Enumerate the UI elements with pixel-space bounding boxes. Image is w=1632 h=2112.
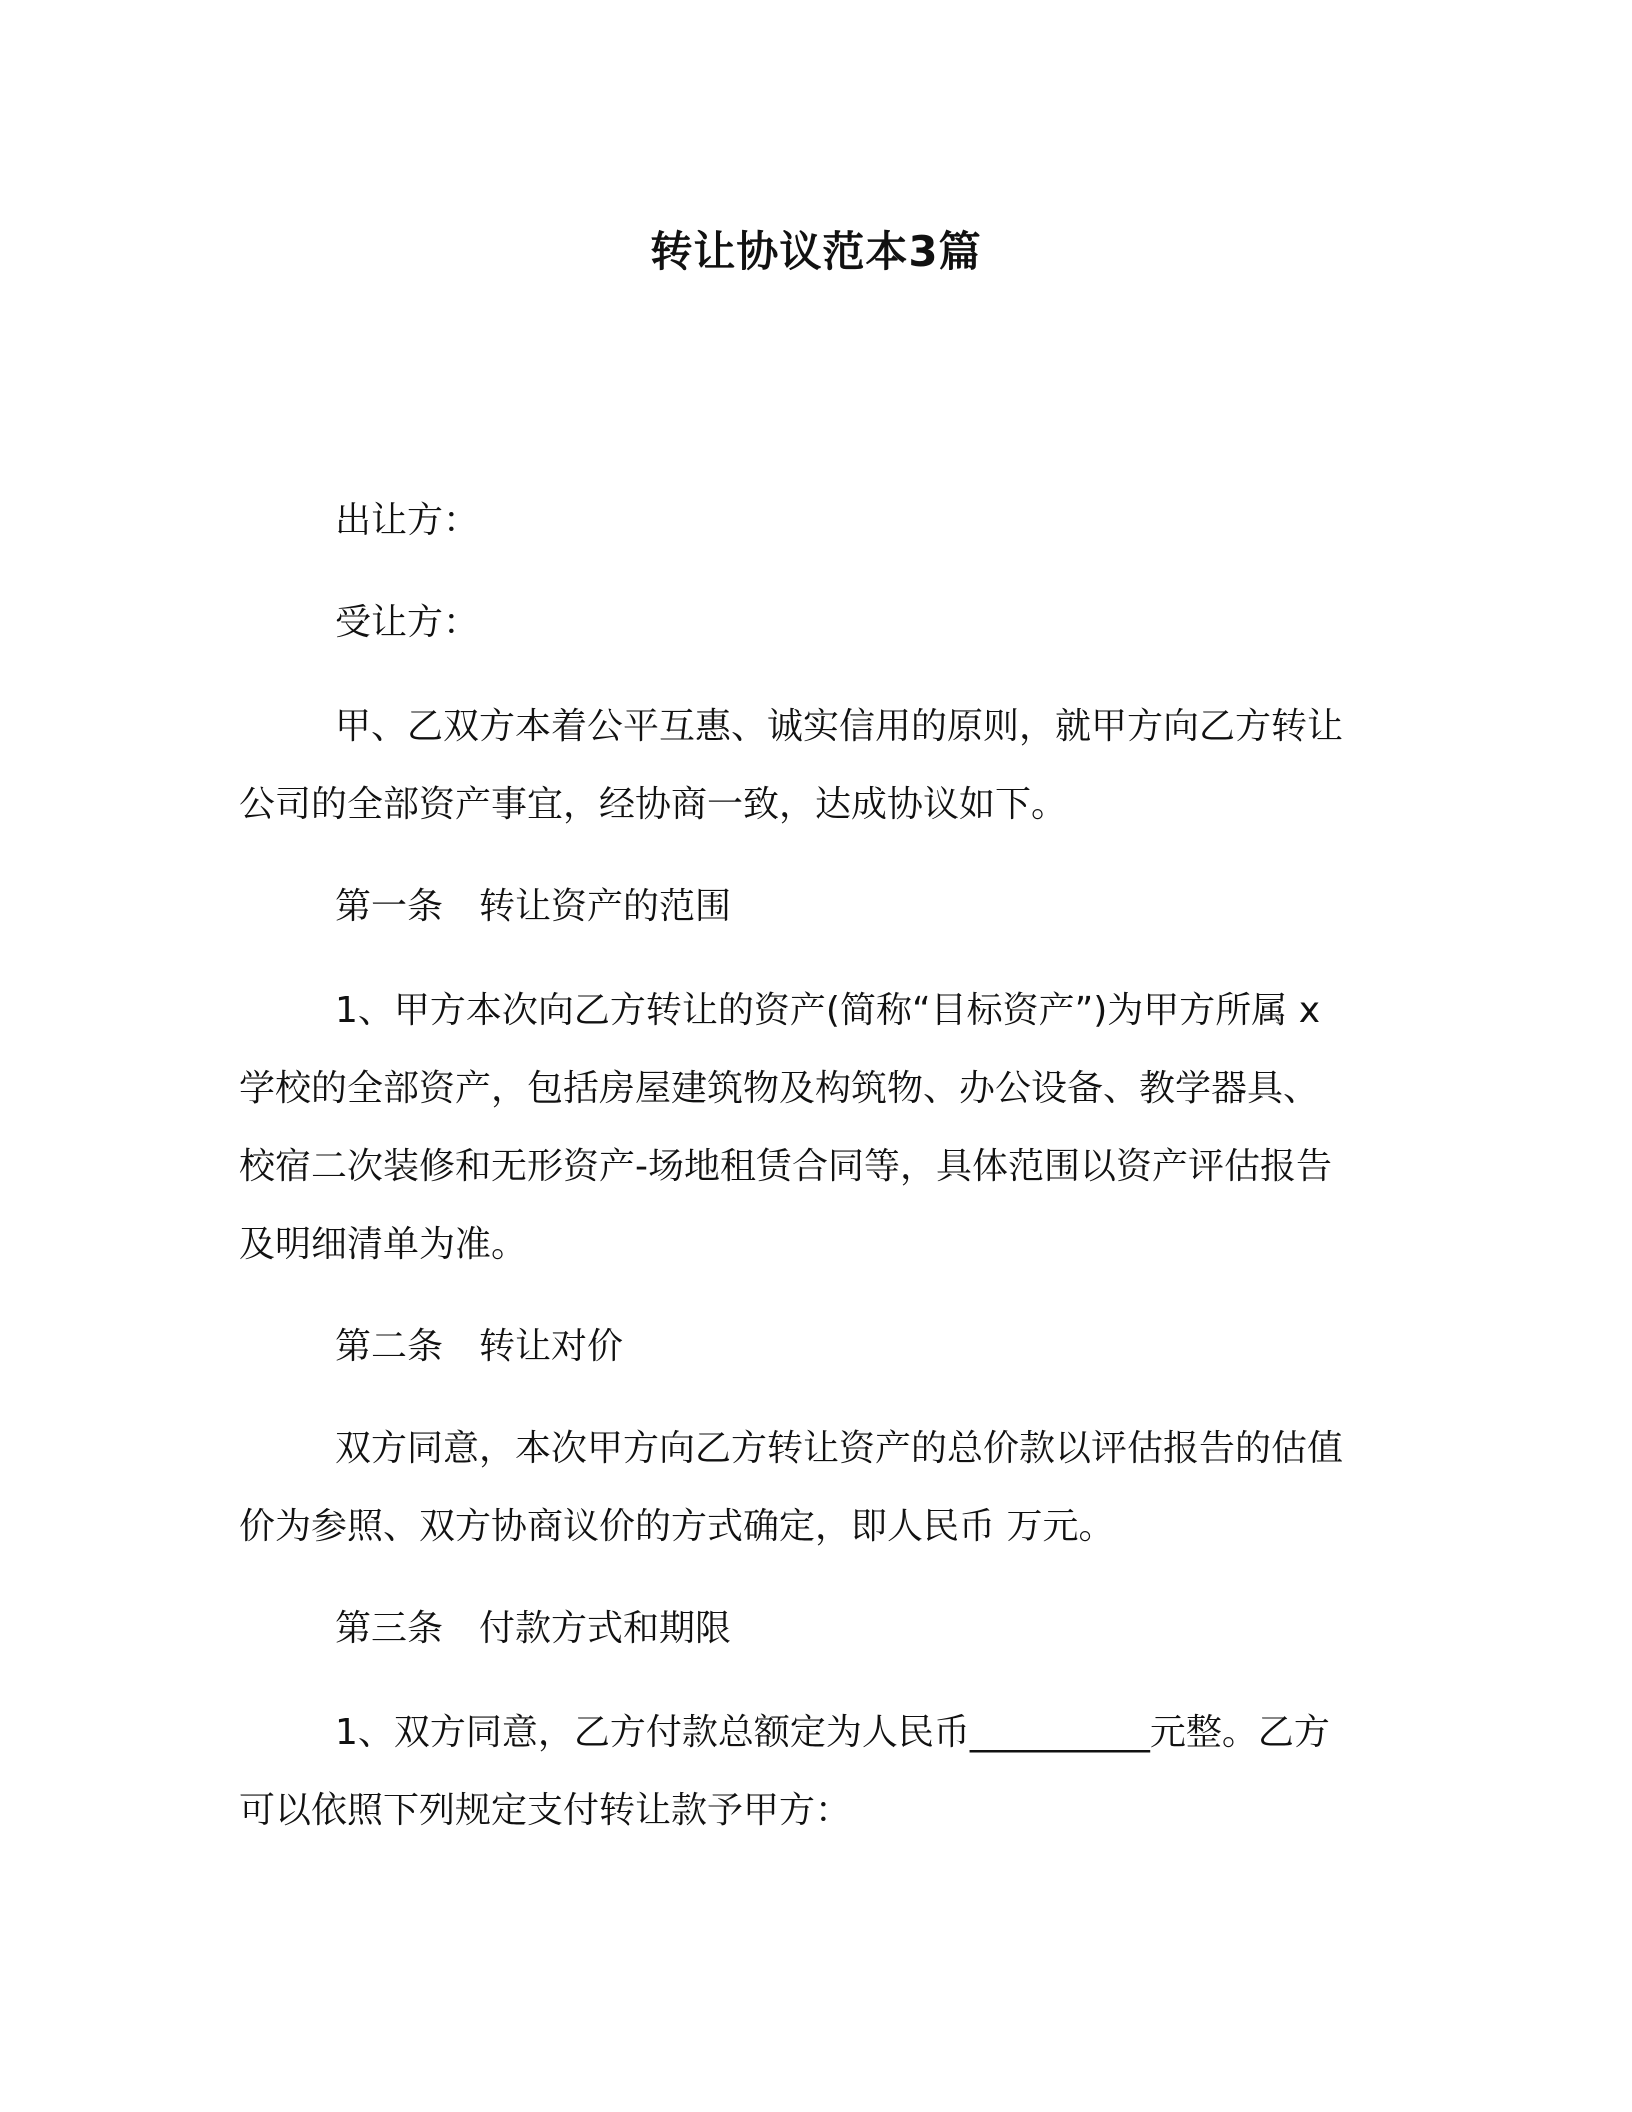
intro-line: 甲、乙双方本着公平互惠、诚实信用的原则，就甲方向乙方转让 bbox=[335, 706, 1344, 747]
article1-heading: 第一条 转让资产的范围 bbox=[335, 886, 732, 927]
article1-clause1-line: 校宿二次装修和无形资产-场地租赁合同等，具体范围以资产评估报告 bbox=[239, 1146, 1332, 1187]
article1-clause1-line: 及明细清单为准。 bbox=[239, 1224, 528, 1265]
article2-heading: 第二条 转让对价 bbox=[335, 1326, 624, 1367]
document-title: 转让协议范本3篇 bbox=[650, 227, 982, 276]
article1-clause1-line: 学校的全部资产，包括房屋建筑物及构筑物、办公设备、教学器具、 bbox=[239, 1068, 1320, 1109]
article2-body-line: 双方同意，本次甲方向乙方转让资产的总价款以评估报告的估值 bbox=[335, 1428, 1344, 1469]
transferee-label: 受让方： bbox=[335, 602, 480, 643]
article3-clause1-line: 1、双方同意，乙方付款总额定为人民币__________元整。乙方 bbox=[335, 1712, 1330, 1753]
article1-clause1-line: 1、甲方本次向乙方转让的资产(简称“目标资产”)为甲方所属 x bbox=[335, 990, 1321, 1031]
article3-heading: 第三条 付款方式和期限 bbox=[335, 1608, 732, 1649]
article3-clause1-line: 可以依照下列规定支付转让款予甲方： bbox=[239, 1790, 852, 1831]
transferor-label: 出让方： bbox=[335, 500, 480, 541]
intro-line: 公司的全部资产事宜，经协商一致，达成协议如下。 bbox=[239, 784, 1068, 825]
article2-body-line: 价为参照、双方协商议价的方式确定，即人民币 万元。 bbox=[239, 1506, 1115, 1547]
